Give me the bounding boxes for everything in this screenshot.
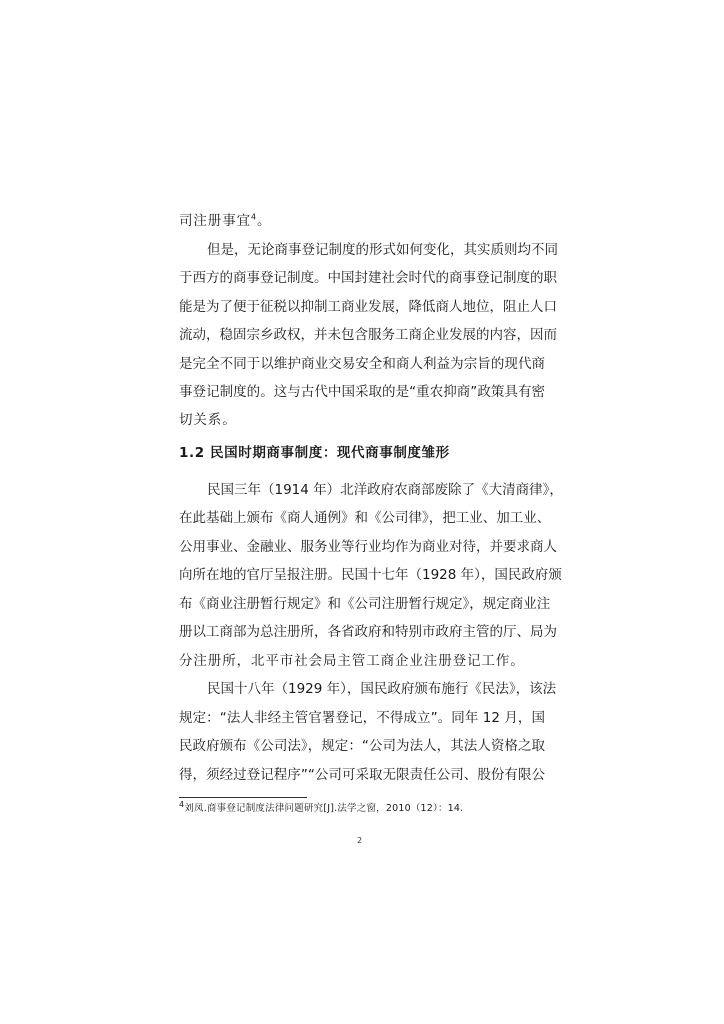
paragraph-line: 向所在地的官厅呈报注册。民国十七年（1928 年），国民政府颁 [179,567,562,583]
paragraph-line: 事登记制度的。这与古代中国采取的是“重农抑商”政策具有密 [179,384,545,400]
paragraph-line: 规定：“法人非经主管官署登记，不得成立”。同年 12 月，国 [179,710,545,726]
footnote-marker: 4 [179,799,185,809]
paragraph-line: 得，须经过登记程序”“公司可采取无限责任公司、股份有限公 [179,767,545,783]
paragraph-line: 但是，无论商事登记制度的形式如何变化，其实质则均不同 [207,242,558,258]
paragraph-line: 民国三年（1914 年）北洋政府农商部废除了《大清商律》， [207,482,563,498]
section-heading: 1.2 民国时期商事制度：现代商事制度雏形 [179,445,450,461]
paragraph-line: 民国十八年（1929 年），国民政府颁布施行《民法》，该法 [207,681,557,697]
footnote-divider [179,797,307,798]
page-number: 2 [357,836,363,845]
paragraph-line: 分注册所，北平市社会局主管工商企业注册登记工作。 [179,653,525,669]
paragraph-line: 在此基础上颁布《商人通例》和《公司律》，把工业、加工业、 [179,510,551,526]
footnote-text: 刘凤.商事登记制度法律问题研究[J].法学之窗，2010（12）：14. [184,803,464,814]
paragraph-line: 册以工商部为总注册所，各省政府和特别市政府主管的厅、局为 [179,624,557,640]
footnote [179,799,464,816]
footnote-ref[interactable]: 4 [251,212,257,222]
paragraph-line: 公用事业、金融业、服务业等行业均作为商业对待，并要求商人 [179,539,557,555]
paragraph-line: 布《商业注册暂行规定》和《公司注册暂行规定》，规定商业注 [179,596,551,612]
paragraph-line: 民政府颁布《公司法》，规定：“公司为法人，其法人资格之取 [179,738,545,754]
paragraph-line: 于西方的商事登记制度。中国封建社会时代的商事登记制度的职 [179,270,557,286]
paragraph-line: 流动，稳固宗乡政权，并未包含服务工商企业发展的内容，因而 [179,327,557,343]
paragraph-line: 是完全不同于以维护商业交易安全和商人利益为宗旨的现代商 [179,356,545,372]
paragraph-line: 能是为了便于征税以抑制工商业发展，降低商人地位，阻止人口 [179,299,557,315]
paragraph-line: 切关系。 [179,412,237,428]
paragraph-line: 司注册事宜$^4$。 [179,212,272,229]
